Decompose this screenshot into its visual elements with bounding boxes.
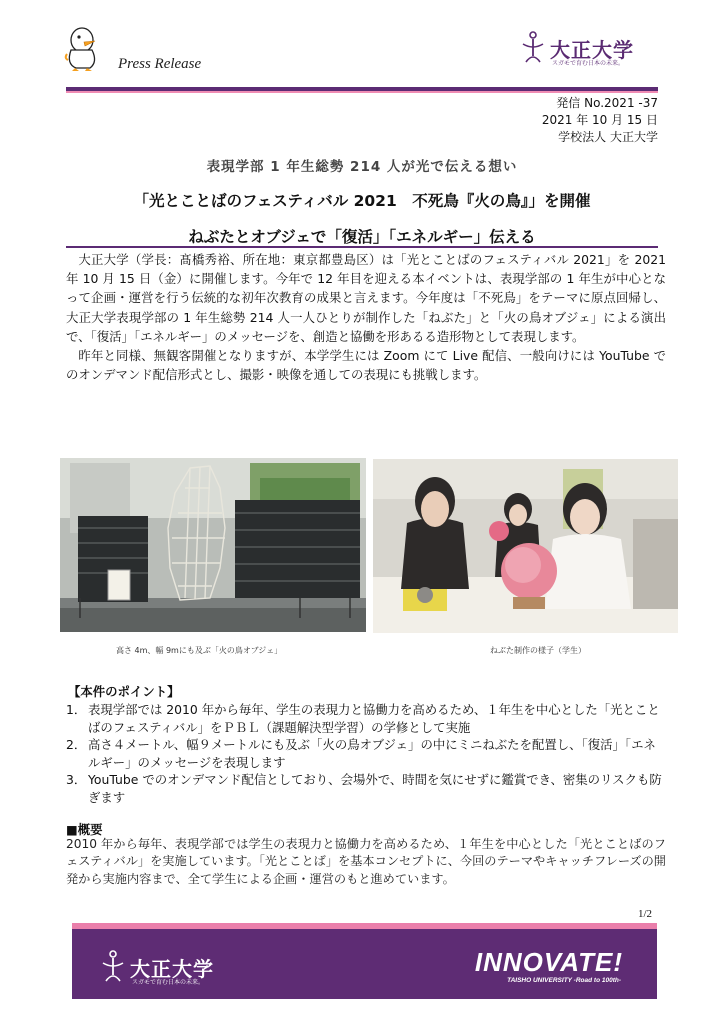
taisho-university-emblem-icon bbox=[100, 949, 126, 985]
list-item-number: 3． bbox=[66, 772, 87, 788]
list-item-number: 1． bbox=[66, 702, 87, 717]
phoenix-object-photo bbox=[60, 458, 366, 632]
right-photo-caption: ねぶた制作の様子（学生） bbox=[490, 646, 586, 655]
release-meta bbox=[542, 95, 658, 146]
press-release-label: Press Release bbox=[118, 56, 202, 72]
body-paragraph-1: 大正大学（学長：髙橋秀裕、所在地：東京都豊島区）は「光とことばのフェスティバル 2021」を 2021 年 10 月 15 日（金）に開催します。今年で 12 年目を迎える本イベントは、表現学部の 1 年生が中心となって企画・運営を行う伝統的な初年次教育の成果と言えます。今年度は「不死鳥」をテーマに原点回帰し、大正大学表現学部の 1 年生総勢 214 人一人ひとりが制作した「ねぶた」と「火の鳥オブジェ」による演出で、「復活」「エネルギー」のメッセージを、創造と協働を形あるる造形物として表現します。 bbox=[66, 252, 666, 344]
release-date: 2021 年 10 月 15 日 bbox=[541, 113, 658, 127]
university-tagline: スガモで育む日本の未来。 bbox=[552, 60, 625, 67]
list-item-text: 高さ４メートル、幅９メートルにも及ぶ「火の鳥オブジェ」の中にミニねぶたを配置し、「復活」「エネルギー」のメッセージを表現します bbox=[88, 737, 656, 770]
list-item-number: 2． bbox=[66, 737, 87, 753]
headline-title-line1: 「光とことばのフェスティバル 2021 不死鳥『火の鳥』」を開催 bbox=[133, 192, 591, 210]
footer-university-logo bbox=[100, 949, 240, 989]
list-item bbox=[66, 771, 666, 806]
release-issuer: 学校法人 大正大学 bbox=[558, 130, 658, 144]
innovate-slogan: INNOVATE! bbox=[474, 947, 623, 977]
headline-title-line2: ねぶたとオブジェで「復活」「エネルギー」伝える bbox=[188, 228, 536, 246]
body-text bbox=[66, 250, 666, 384]
university-logo bbox=[520, 30, 650, 70]
list-item bbox=[66, 701, 666, 736]
duck-mascot-icon bbox=[62, 24, 104, 72]
points-heading: 【本件のポイント】 bbox=[68, 684, 180, 699]
innovate-subtitle: TAISHO UNIVERSITY -Road to 100th- bbox=[507, 977, 621, 984]
nebuta-workshop-photo bbox=[373, 459, 678, 633]
list-item-text: YouTube でのオンデマンド配信としており、会場外で、時間を気にせずに鑑賞でき、密集のリスクも防ぎます bbox=[88, 772, 662, 805]
taisho-university-emblem-icon bbox=[520, 30, 546, 66]
release-number: 発信 No.2021 -37 bbox=[556, 96, 658, 110]
list-item-text: 表現学部では 2010 年から毎年、学生の表現力と協働力を高めるため、１年生を中心とした「光とことばのフェスティバル」をＰＢＬ（課題解決型学習）の学修として実施 bbox=[88, 702, 660, 735]
headline-subtitle: 表現学部 1 年生総勢 214 人が光で伝える想い bbox=[206, 159, 518, 175]
footer-banner bbox=[72, 929, 657, 999]
body-paragraph-2: 昨年と同様、無観客開催となりますが、本学学生には Zoom にて Live 配信、一般向けには YouTube でのオンデマンド配信形式とし、撮影・映像を通しての表現にも挑戦します。 bbox=[66, 348, 666, 383]
university-name: 大正大学 bbox=[550, 38, 634, 62]
overview-heading: ■概要 bbox=[66, 822, 103, 837]
footer-university-tagline: スガモで育む日本の未来。 bbox=[132, 979, 205, 986]
left-photo-caption: 高さ 4m、幅 9mにも及ぶ「火の鳥オブジェ」 bbox=[116, 646, 283, 655]
points-list bbox=[66, 701, 666, 807]
page-number: 1/2 bbox=[638, 908, 653, 920]
header-rule-pink bbox=[66, 91, 658, 93]
headline-underline bbox=[66, 246, 658, 248]
list-item bbox=[66, 736, 666, 771]
footer-university-name: 大正大学 bbox=[130, 957, 214, 981]
overview-text: 2010 年から毎年、表現学部では学生の表現力と協働力を高めるため、１年生を中心とした「光とことばのフェスティバル」を実施しています。「光とことば」を基本コンセプトに、今回のテーマやキャッチフレーズの開発から実施内容まで、全て学生による企画・運営のもと進めています。 bbox=[66, 837, 666, 886]
